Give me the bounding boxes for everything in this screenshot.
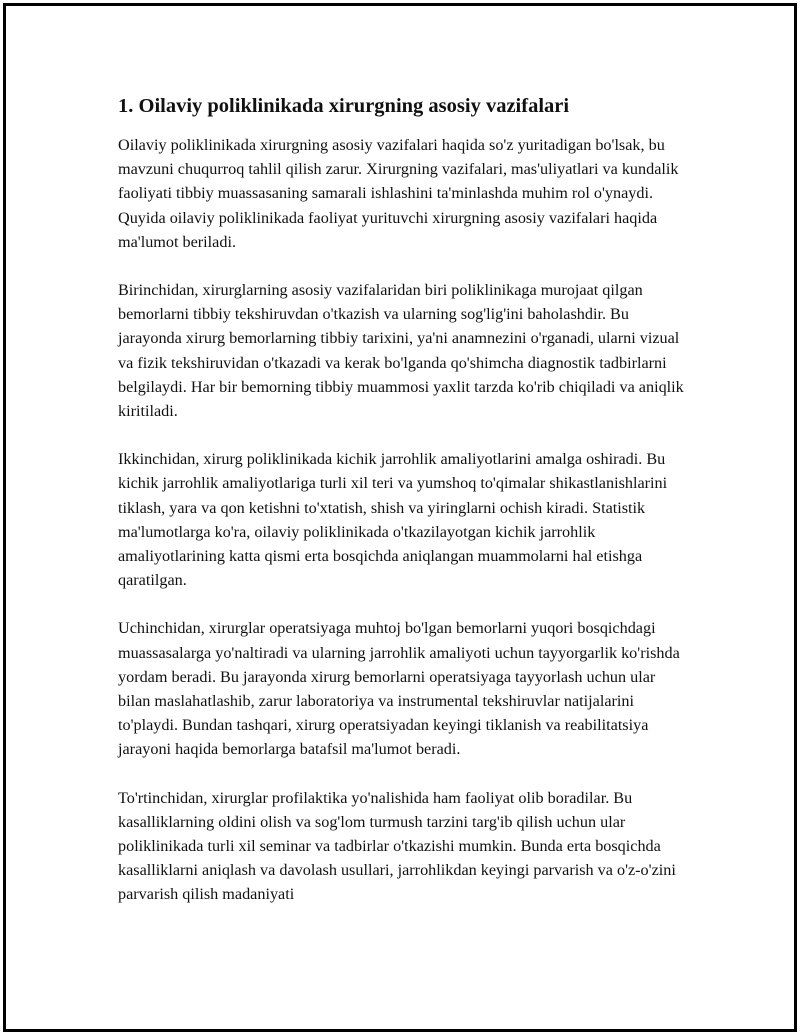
paragraph-second: Ikkinchidan, xirurg poliklinikada kichik jarrohlik amaliyotlarini amalga oshiradi. Bu kichik jarrohlik amaliyotlariga turli xil teri va yumshoq to'qimalar shikastlanishlarini tiklash, yara va qon ketishni to'xtatish, shish va yiringlarni ochish kiradi. Statistik ma'lumotlarga ko'ra, oilaviy poliklinikada o'tkazilayotgan kichik jarrohlik amaliyotlarining katta qismi erta bosqichda aniqlangan muammolarni hal etishga qaratilgan.: [118, 450, 668, 590]
document-body: [118, 92, 688, 931]
paragraph-third: Uchinchidan, xirurglar operatsiyaga muhtoj bo'lgan bemorlarni yuqori bosqichdagi muassasalarga yo'naltiradi va ularning jarrohlik amaliyoti uchun tayyorgarlik ko'rishda yordam beradi. Bu jarayonda xirurg bemorlarni operatsiyaga tayyorlash uchun ular bilan maslahatlashib, zarur laboratoriya va instrumental tekshiruvlar natijalarini to'playdi. Bundan tashqari, xirurg operatsiyadan keyingi tiklanish va reabilitatsiya jarayoni haqida bemorlarga batafsil ma'lumot beradi.: [118, 619, 680, 759]
paragraph-intro: Oilaviy poliklinikada xirurgning asosiy vazifalari haqida so'z yuritadigan bo'lsak, bu mavzuni chuqurroq tahlil qilish zarur. Xirurgning vazifalari, mas'uliyatlari va kundalik faoliyati tibbiy muassasaning samarali ishlashini ta'minlashda muhim rol o'ynaydi. Quyida oilaviy poliklinikada faoliyat yurituvchi xirurgning asosiy vazifalari haqida ma'lumot beriladi.: [118, 136, 679, 251]
paragraph-fourth: To'rtinchidan, xirurglar profilaktika yo'nalishida ham faoliyat olib boradilar. Bu kasalliklarning oldini olish va sog'lom turmush tarzini targ'ib qilish uchun ular poliklinikada turli xil seminar va tadbirlar o'tkazishi mumkin. Bunda erta bosqichda kasalliklarni aniqlash va davolash usullari, jarrohlikdan keyingi parvarish va o'z-o'zini parvarish qilish madaniyati: [118, 788, 676, 904]
paragraph-first: Birinchidan, xirurglarning asosiy vazifalaridan biri poliklinikaga murojaat qilgan bemorlarni tibbiy tekshiruvdan o'tkazish va ularning sog'lig'ini baholashdir. Bu jarayonda xirurg bemorlarning tibbiy tarixini, ya'ni anamnezini o'rganadi, ularni vizual va fizik tekshiruvidan o'tkazadi va kerak bo'lganda qo'shimcha diagnostik tadbirlarni belgilaydi. Har bir bemorning tibbiy muammosi yaxlit tarzda ko'rib chiqiladi va aniqlik kiritiladi.: [118, 281, 684, 421]
section-heading: 1. Oilaviy poliklinikada xirurgning asosiy vazifalari: [118, 95, 570, 117]
